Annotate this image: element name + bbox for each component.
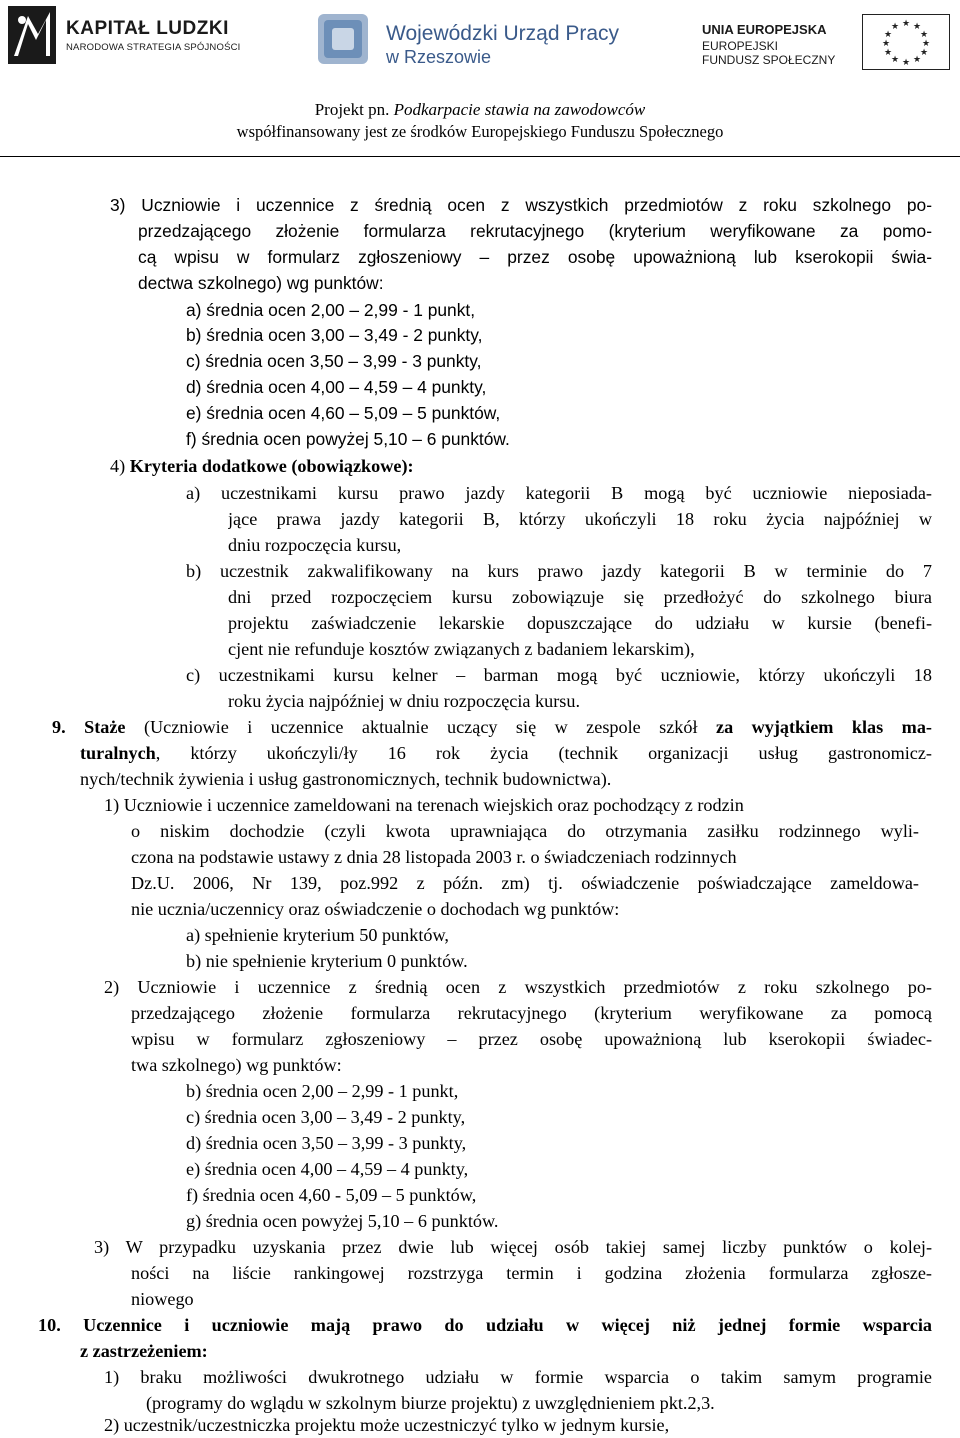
- s4-number: 4): [110, 456, 130, 476]
- p9-1-line2: o niskim dochodzie (czyli kwota uprawniająca do otrzymania zasiłku rodzinnego wyli-: [131, 821, 919, 841]
- p9-text1: (Uczniowie i uczennice aktualnie uczący się w zespole szkół: [125, 717, 716, 737]
- p9-2-item-c: c) średnia ocen 3,00 – 3,49 - 2 punkty,: [186, 1107, 466, 1127]
- p9-2-item-f: f) średnia ocen 4,60 - 5,09 – 5 punktów,: [186, 1185, 477, 1205]
- p9-2-line4: twa szkolnego) wg punktów:: [131, 1055, 342, 1075]
- svg-text:★: ★: [921, 39, 931, 49]
- svg-text:★: ★: [881, 39, 891, 49]
- logo-right-line3: FUNDUSZ SPOŁECZNY: [702, 53, 836, 67]
- logo-left-title: KAPITAŁ LUDZKI: [66, 18, 229, 39]
- p9-2-item-d: d) średnia ocen 3,50 – 3,99 - 3 punkty,: [186, 1133, 467, 1153]
- svg-text:★: ★: [912, 55, 922, 65]
- kapital-ludzki-logo: [8, 6, 248, 64]
- s4-b-line4: cjent nie refunduje kosztów związanych z badaniem lekarskim),: [228, 639, 695, 659]
- eu-logo: [702, 8, 952, 68]
- svg-text:★: ★: [883, 48, 893, 58]
- p9-1-line4: Dz.U. 2006, Nr 139, poz.992 z późn. zm) tj. oświadczenie poświadczające zameldowa-: [131, 873, 919, 893]
- s3-item-a: a) średnia ocen 2,00 – 2,99 - 1 punkt,: [186, 300, 476, 320]
- p9-2-line1: 2) Uczniowie i uczennice z średnią ocen z wszystkich przedmiotów z roku szkolnego po-: [104, 977, 932, 997]
- s4-a-line1: a) uczestnikami kursu prawo jazdy kategorii B mogą być uczniowie nieposiada-: [186, 483, 932, 503]
- logo-right-line1: UNIA EUROPEJSKA: [702, 22, 827, 37]
- logo-left-subtitle: NARODOWA STRATEGIA SPÓJNOŚCI: [66, 42, 241, 53]
- p9-bold-maturalnych: turalnych: [80, 743, 156, 763]
- eu-flag-icon: [862, 14, 950, 70]
- s3-line3: cą wpisu w formularz zgłoszeniowy – przez osobę upoważnioną lub kserokopii świa-: [138, 247, 932, 267]
- svg-text:★: ★: [919, 48, 929, 58]
- p9-line3: nych/technik żywienia i usług gastronomicznych, technik budownictwa).: [80, 769, 612, 789]
- s4-b-line1: b) uczestnik zakwalifikowany na kurs prawo jazdy kategorii B w terminie do 7: [186, 561, 932, 581]
- p9-line2: [80, 740, 932, 766]
- p9-1-item-a: a) spełnienie kryterium 50 punktów,: [186, 925, 449, 945]
- svg-text:★: ★: [883, 30, 893, 40]
- p10-1-line1: 1) braku możliwości dwukrotnego udziału w formie wsparcia o takim samym programie: [104, 1367, 932, 1387]
- wup-logo: [314, 10, 634, 70]
- p9-2-line2: przedzającego złożenie formularza rekrutacyjnego (kryterium weryfikowane za pomocą: [131, 1003, 932, 1023]
- svg-text:★: ★: [919, 30, 929, 40]
- s4-a-line3: dniu rozpoczęcia kursu,: [228, 535, 402, 555]
- p9-line1: [52, 714, 932, 740]
- s4-title: Kryteria dodatkowe (obowiązkowe):: [129, 456, 414, 476]
- p9-title: Staże: [84, 717, 126, 737]
- svg-text:★: ★: [901, 19, 911, 29]
- svg-text:★: ★: [901, 58, 911, 68]
- s4-b-line2: dni przed rozpoczęciem kursu zobowiązuje się przedłożyć do szkolnego biura: [228, 587, 932, 607]
- s3-item-f: f) średnia ocen powyżej 5,10 – 6 punktów.: [186, 429, 510, 449]
- p9-3-line2: ności na liście rankingowej rozstrzyga termin i godzina złożenia formularza zgłosze-: [131, 1263, 932, 1283]
- p10-line1: 10. Uczennice i uczniowie mają prawo do udziału w więcej niż jednej formie wsparcia: [38, 1315, 932, 1335]
- s4-c-line2: roku życia najpóźniej w dniu rozpoczęcia kursu.: [228, 691, 580, 711]
- svg-text:★: ★: [890, 55, 900, 65]
- project-name: Podkarpacie stawia na zawodowców: [393, 100, 646, 119]
- page-header: [0, 0, 960, 158]
- p10-1-line2: (programy do wglądu w szkolnym biurze projektu) z uwzględnieniem pkt.2,3.: [146, 1393, 715, 1413]
- kapital-ludzki-flag-icon: [8, 6, 56, 64]
- p9-1-line5: nie ucznia/uczennicy oraz oświadczenie o dochodach wg punktów:: [131, 899, 620, 919]
- logo-mid-subtitle: w Rzeszowie: [386, 47, 492, 67]
- s4-c-line1: c) uczestnikami kursu kelner – barman mogą być uczniowie, którzy ukończyli 18: [186, 665, 932, 685]
- p9-3-line3: niowego: [131, 1289, 194, 1309]
- svg-text:★: ★: [890, 22, 900, 32]
- p9-text2: , którzy ukończyli/ły 16 rok życia (technik organizacji usług gastronomicz-: [155, 743, 932, 763]
- s3-item-d: d) średnia ocen 4,00 – 4,59 – 4 punkty,: [186, 377, 487, 397]
- s3-item-c: c) średnia ocen 3,50 – 3,99 - 3 punkty,: [186, 351, 482, 371]
- s4-a-line2: jące prawa jazdy kategorii B, którzy ukończyli 18 roku życia najpóźniej w: [228, 509, 932, 529]
- p9-1-line3: czona na podstawie ustawy z dnia 28 listopada 2003 r. o świadczeniach rodzinnych: [131, 847, 737, 867]
- p10-2-line1: 2) uczestnik/uczestniczka projektu może uczestniczyć tylko w jednym kursie,: [104, 1415, 670, 1435]
- p9-number: 9.: [52, 717, 85, 737]
- p9-3-line1: 3) W przypadku uzyskania przez dwie lub więcej osób takiej samej liczby punktów o kolej-: [94, 1237, 932, 1257]
- p9-2-item-g: g) średnia ocen powyżej 5,10 – 6 punktów.: [186, 1211, 499, 1231]
- logo-right-line2: EUROPEJSKI: [702, 39, 779, 53]
- p9-2-item-e: e) średnia ocen 4,00 – 4,59 – 4 punkty,: [186, 1159, 469, 1179]
- svg-text:★: ★: [912, 22, 922, 32]
- p9-1-line1: 1) Uczniowie i uczennice zameldowani na terenach wiejskich oraz pochodzący z rodzin: [104, 795, 744, 815]
- s4-b-line3: projektu zaświadczenie lekarskie dopuszczające do udziału w kursie (benefi-: [228, 613, 932, 633]
- p9-1-item-b: b) nie spełnienie kryterium 0 punktów.: [186, 951, 468, 971]
- s3-line2: przedzającego złożenie formularza rekrutacyjnego (kryterium weryfikowane za pomo-: [138, 221, 932, 241]
- cofinanced-line: współfinansowany jest ze środków Europejskiego Funduszu Społecznego: [236, 122, 724, 141]
- s3-item-e: e) średnia ocen 4,60 – 5,09 – 5 punktów,: [186, 403, 501, 423]
- logo-mid-title: Wojewódzki Urząd Pracy: [386, 22, 620, 45]
- s4-heading: [110, 453, 414, 479]
- s3-line4: dectwa szkolnego) wg punktów:: [138, 273, 384, 293]
- project-prefix: Projekt pn.: [314, 100, 394, 119]
- header-divider: [0, 156, 960, 157]
- p9-2-line3: wpisu w formularz zgłoszeniowy – przez osobę upoważnioną lub kserokopii świadec-: [131, 1029, 932, 1049]
- wup-emblem-icon: [314, 10, 376, 68]
- s3-item-b: b) średnia ocen 3,00 – 3,49 - 2 punkty,: [186, 325, 483, 345]
- p9-2-item-b: b) średnia ocen 2,00 – 2,99 - 1 punkt,: [186, 1081, 459, 1101]
- s3-line1: 3) Uczniowie i uczennice z średnią ocen z wszystkich przedmiotów z roku szkolnego po-: [110, 195, 932, 215]
- project-title-line: [0, 100, 960, 120]
- p9-bold-exception: za wyjątkiem klas ma-: [716, 717, 932, 737]
- p10-line2: z zastrzeżeniem:: [80, 1341, 208, 1361]
